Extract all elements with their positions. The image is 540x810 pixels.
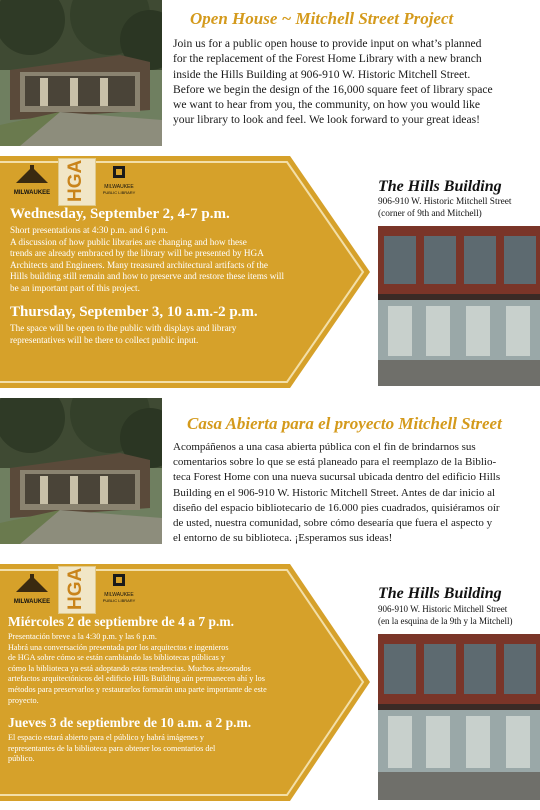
- event-line: A discussion of how public libraries are changing and how these: [10, 236, 247, 247]
- event-line: The space will be open to the public with displays and library: [10, 323, 237, 333]
- event-line: Presentación breve a la 4:30 p.m. y las 6 p.m.: [8, 632, 157, 641]
- english-event1-heading: Wednesday, September 2, 4-7 p.m.: [10, 206, 230, 222]
- milwaukee-logo: [12, 163, 52, 195]
- event-line: representantes de la biblioteca para obtener los comentarios del: [8, 743, 216, 753]
- event-line: proyecto.: [8, 695, 39, 705]
- intro-line: Before we begin the design of the 16,000 square feet of library space: [173, 82, 493, 96]
- spanish-building-title: The Hills Building: [378, 585, 502, 602]
- hills-building-rendering: [378, 226, 540, 386]
- event-line: Habrá una conversación presentada por los arquitectos e ingenieros: [8, 642, 229, 652]
- hills-building-rendering-2: [378, 634, 540, 800]
- english-intro: [173, 36, 535, 128]
- event-line: artefactos arquitectónicos del edificio Hills Building aún permanecen ahí y los: [8, 674, 265, 684]
- hga-logo-2: [58, 566, 96, 614]
- event-line: público.: [8, 754, 35, 764]
- intro-line: teca Forest Home con una nueva sucursal ubicada dentro del edificio Hills: [173, 471, 501, 484]
- mpl-logo-2: [98, 573, 140, 603]
- event-line: cómo la biblioteca ya está adoptando estas tendencias. Muchos atesorados: [8, 663, 251, 673]
- milwaukee-logo-2: [12, 572, 52, 604]
- event-line: métodos para preservarlos y restaurarlos formarán una parte importante de este: [8, 684, 267, 694]
- spanish-intro: [173, 440, 535, 546]
- address-line: 906-910 W. Historic Mitchell Street: [378, 604, 508, 614]
- english-event2-text: [10, 323, 300, 346]
- intro-line: comentarios sobre lo que se está planeado para el reemplazo de la Biblio-: [173, 456, 497, 469]
- hga-logo-text: HGA: [65, 159, 86, 203]
- event-line: de HGA sobre cómo se están cambiando las bibliotecas públicas y: [8, 653, 225, 663]
- address-line: (corner of 9th and Mitchell): [378, 209, 482, 219]
- intro-line: de usted, nuestra comunidad, sobre cómo desearía que fuera el aspecto y: [173, 517, 493, 530]
- mpl-logo-line2: PUBLIC LIBRARY: [102, 598, 136, 603]
- library-exterior-photo-2: [0, 398, 162, 544]
- spanish-event2-text: [8, 733, 298, 765]
- event-line: trends are already embraced by the library will be presented by HGA: [10, 248, 264, 259]
- event-line: be an important part of this project.: [10, 282, 140, 293]
- intro-line: el entorno de su biblioteca. ¡Esperamos sus ideas!: [173, 532, 393, 545]
- spanish-title: Casa Abierta para el proyecto Mitchell Street: [187, 414, 502, 433]
- library-exterior-photo: [0, 0, 162, 146]
- event-line: Short presentations at 4:30 p.m. and 6 p.m.: [10, 225, 168, 235]
- spanish-event2-heading: Jueves 3 de septiembre de 10 a.m. a 2 p.m.: [8, 715, 252, 730]
- address-line: 906-910 W. Historic Mitchell Street: [378, 197, 512, 207]
- intro-line: we want to hear from you, the community, on how you would like: [173, 98, 481, 112]
- spanish-event1-heading: Miércoles 2 de septiembre de 4 a 7 p.m.: [8, 614, 234, 629]
- mpl-logo-line2: PUBLIC LIBRARY: [102, 190, 136, 195]
- english-building-title: The Hills Building: [378, 178, 502, 195]
- intro-line: Acompáñenos a una casa abierta pública con el fin de brindarnos sus: [173, 441, 476, 453]
- english-building-address: [378, 196, 512, 220]
- intro-line: for the replacement of the Forest Home Library with a new branch: [173, 52, 482, 66]
- spanish-event1-text: [8, 632, 308, 706]
- event-line: Architects and Engineers. Many treasured architectural artifacts of the: [10, 259, 268, 270]
- hga-logo: [58, 158, 96, 206]
- event-line: Hills building still remain and how to preserve and restore these items will: [10, 271, 285, 282]
- milwaukee-logo-text: MILWAUKEE: [13, 190, 51, 196]
- intro-line: Join us for a public open house to provide input on what’s planned: [173, 37, 482, 50]
- intro-line: inside the Hills Building at 906-910 W. Historic Mitchell Street.: [173, 67, 471, 81]
- spanish-building-address: [378, 603, 512, 627]
- intro-line: Building en el 906-910 W. Historic Mitchell Street. Antes de dar inicio al: [173, 486, 496, 499]
- mpl-logo: [98, 165, 140, 195]
- address-line: (en la esquina de la 9th y la Mitchell): [378, 616, 513, 626]
- hga-logo-text: HGA: [65, 567, 86, 611]
- milwaukee-logo-text: MILWAUKEE: [13, 599, 51, 605]
- intro-line: diseño del espacio bibliotecario de 16.000 pies cuadrados, quisiéramos oír: [173, 501, 500, 514]
- english-title: Open House ~ Mitchell Street Project: [190, 9, 454, 28]
- event-line: representatives will be there to collect public input.: [10, 334, 199, 345]
- event-line: El espacio estará abierto para el público y habrá imágenes y: [8, 733, 204, 742]
- english-event1-text: [10, 225, 310, 295]
- english-event2-heading: Thursday, September 3, 10 a.m.-2 p.m.: [10, 304, 258, 320]
- mpl-logo-line1: MILWAUKEE: [104, 184, 134, 190]
- mpl-logo-line1: MILWAUKEE: [104, 592, 134, 598]
- intro-line: your library to look and feel. We look forward to your great ideas!: [173, 113, 480, 127]
